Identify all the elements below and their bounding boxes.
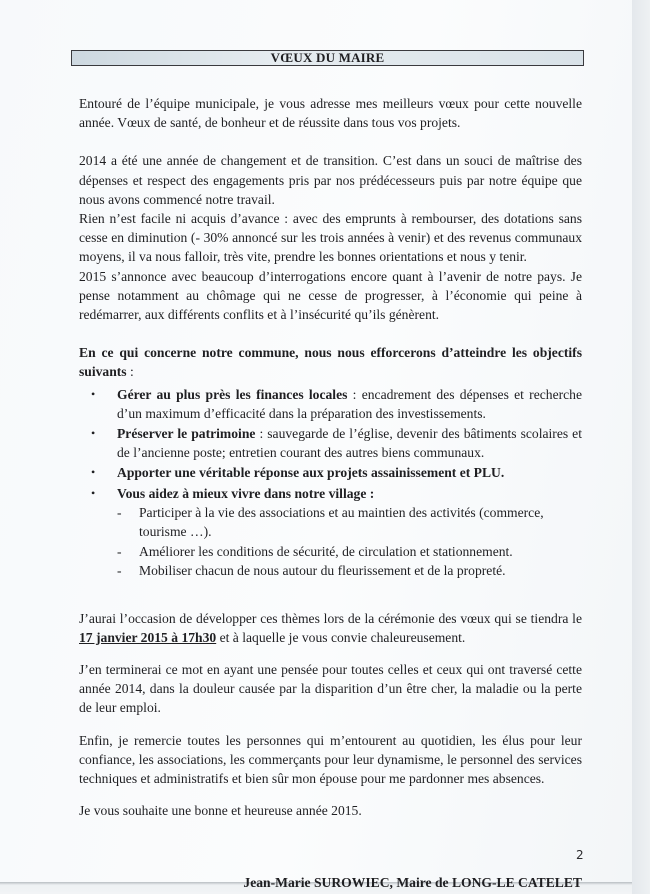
page-title: VŒUX DU MAIRE: [71, 50, 584, 66]
sub-item-text: Participer à la vie des associations et au maintien des activités (commerce, tourisme …).: [139, 504, 544, 540]
intro-paragraph: Entouré de l’équipe municipale, je vous adresse mes meilleurs vœux pour cette nouvelle année. Vœux de santé, de bonheur et de réussite dans tous vos projets.: [79, 96, 582, 131]
objective-title: Apporter une véritable réponse aux projets assainissement et PLU.: [117, 465, 505, 481]
dash-icon: -: [117, 504, 122, 520]
bullet-icon: •: [91, 465, 96, 480]
bullet-icon: •: [91, 485, 96, 500]
objective-item: [91, 385, 582, 423]
objective-item: [91, 424, 582, 462]
dash-icon: -: [117, 543, 122, 559]
signature: Jean-Marie SUROWIEC, Maire de LONG-LE CATELET: [243, 874, 582, 890]
paragraph-rien: Rien n’est facile ni acquis d’avance : avec des emprunts à rembourser, des dotations sans cesse en diminution (- 30% annoncé sur les trois années à venir) et des revenus communaux moyens, il va nous falloir, très vite, prendre les bonnes orientations et nous y tenir.: [79, 211, 582, 265]
thoughts-paragraph: J’en terminerai ce mot en ayant une pensée pour toutes celles et ceux qui ont traversé cette année 2014, dans la douleur causée par la disparition d’un être cher, la maladie ou la perte de leur emploi.: [79, 662, 582, 716]
bullet-icon: •: [91, 426, 96, 441]
page-edge-shadow: [632, 0, 650, 894]
ceremony-paragraph: [79, 609, 582, 647]
objectives-intro-bold: En ce qui concerne notre commune, nous nous efforcerons d’atteindre les objectifs suivants: [79, 345, 582, 380]
objective-text: : sauvegarde de l’église, devenir des bâtiments scolaires et de l’ancienne poste; entretien courant des autres biens communaux.: [117, 426, 582, 461]
ceremony-text-after: et à laquelle je vous convie chaleureusement.: [216, 629, 466, 645]
sub-item-text: Mobiliser chacun de nous autour du fleurissement et de la propreté.: [139, 563, 506, 579]
objective-title: Gérer au plus près les finances locales: [117, 386, 348, 402]
ceremony-text-before: J’aurai l’occasion de développer ces thèmes lors de la cérémonie des vœux qui se tiendra le: [79, 610, 582, 626]
objective-title: Préserver le patrimoine: [117, 426, 256, 442]
objective-item: [91, 484, 582, 581]
letter-body: [79, 94, 582, 892]
thanks-paragraph: Enfin, je remercie toutes les personnes qui m’entourent au quotidien, les élus pour leur confiance, les associations, les commerçants pour leur dynamisme, le personnel des services techniques et administratifs et bien sûr mon épouse pour me pardonner mes absences.: [79, 732, 582, 787]
sub-item: [117, 561, 582, 580]
paragraph-2015: 2015 s’annonce avec beaucoup d’interrogations encore quant à l’avenir de notre pays. Je pense notamment au chômage qui ne cesse de progresser, à l’économie qui peine à redémarrer, aux différents conflits et à l’insécurité qu’ils génèrent.: [79, 268, 582, 323]
objectives-list: [79, 385, 582, 581]
objective-item: [91, 463, 582, 482]
village-sub-list: [117, 503, 582, 581]
objectives-intro: [79, 343, 582, 381]
sub-item: [117, 542, 582, 561]
paragraph-2014: 2014 a été une année de changement et de transition. C’est dans un souci de maîtrise des dépenses et respect des engagements pris par nos prédécesseurs puis par notre équipe que nous avons commencé notre travail.: [79, 153, 582, 207]
bullet-icon: •: [91, 386, 96, 401]
objective-title: Vous aidez à mieux vivre dans notre village :: [117, 485, 375, 501]
wish-paragraph: Je vous souhaite une bonne et heureuse année 2015.: [79, 803, 362, 819]
sub-item-text: Améliorer les conditions de sécurité, de circulation et stationnement.: [139, 543, 513, 559]
sub-item: [117, 503, 582, 541]
objective-text: : encadrement des dépenses et recherche d’un maximum d’efficacité dans la préparation des investissements.: [117, 386, 582, 421]
ceremony-date: 17 janvier 2015 à 17h30: [79, 629, 217, 645]
dash-icon: -: [117, 563, 122, 579]
page-number: 2: [576, 848, 584, 862]
objectives-intro-colon: :: [126, 364, 134, 380]
